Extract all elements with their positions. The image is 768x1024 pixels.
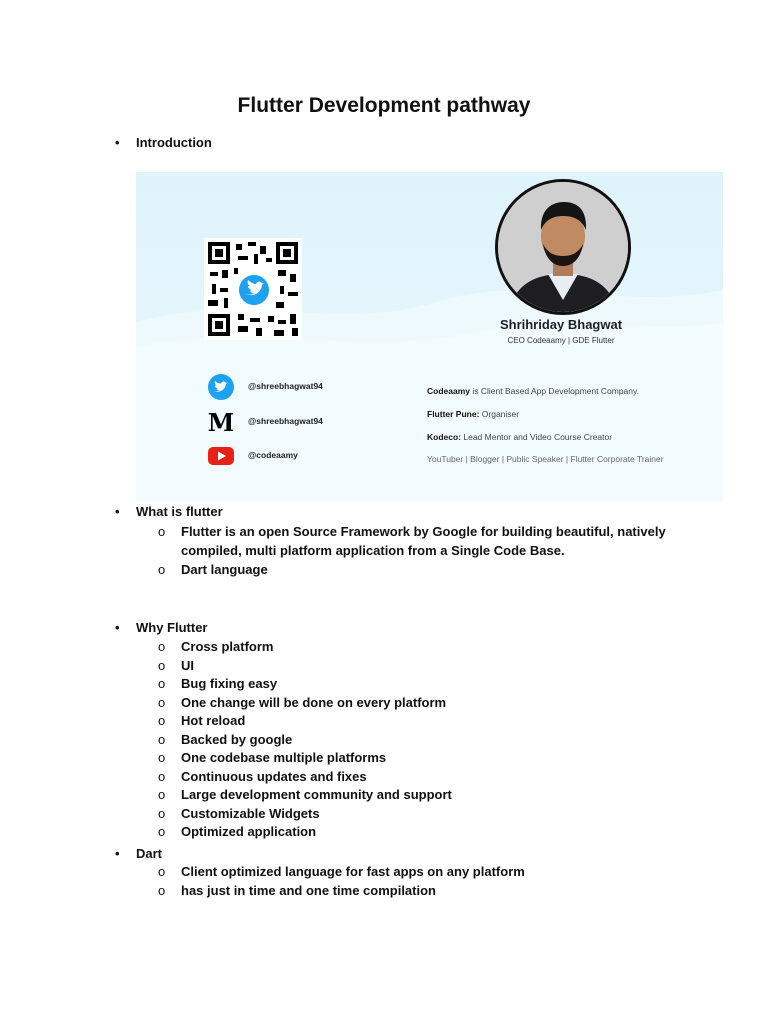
social-youtube[interactable]: @codeaamy	[208, 443, 368, 469]
speaker-banner	[136, 172, 723, 502]
twitter-icon	[208, 374, 234, 400]
speaker-photo	[495, 179, 631, 315]
info-codeaamy: Codeaamy is Client Based App Development Company.	[427, 386, 639, 396]
qr-code-graphic	[208, 242, 298, 336]
speaker-role: CEO Codeaamy | GDE Flutter	[507, 336, 615, 345]
youtube-icon	[208, 443, 234, 469]
medium-icon-letter: M	[208, 409, 234, 435]
info-kodeco: Kodeco: Lead Mentor and Video Course Creator	[427, 432, 613, 442]
info-flutter-pune: Flutter Pune: Organiser	[427, 409, 520, 419]
speaker-photo-illustration	[498, 182, 628, 312]
social-twitter[interactable]: @shreebhagwat94	[208, 374, 368, 400]
page-title: Flutter Development pathway	[237, 94, 531, 117]
info-roles: YouTuber | Blogger | Public Speaker | Flutter Corporate Trainer	[427, 454, 664, 464]
qr-code	[204, 238, 302, 340]
medium-icon	[208, 409, 234, 435]
speaker-name: Shrihriday Bhagwat	[499, 317, 623, 332]
social-medium[interactable]: M @shreebhagwat94	[208, 409, 323, 435]
